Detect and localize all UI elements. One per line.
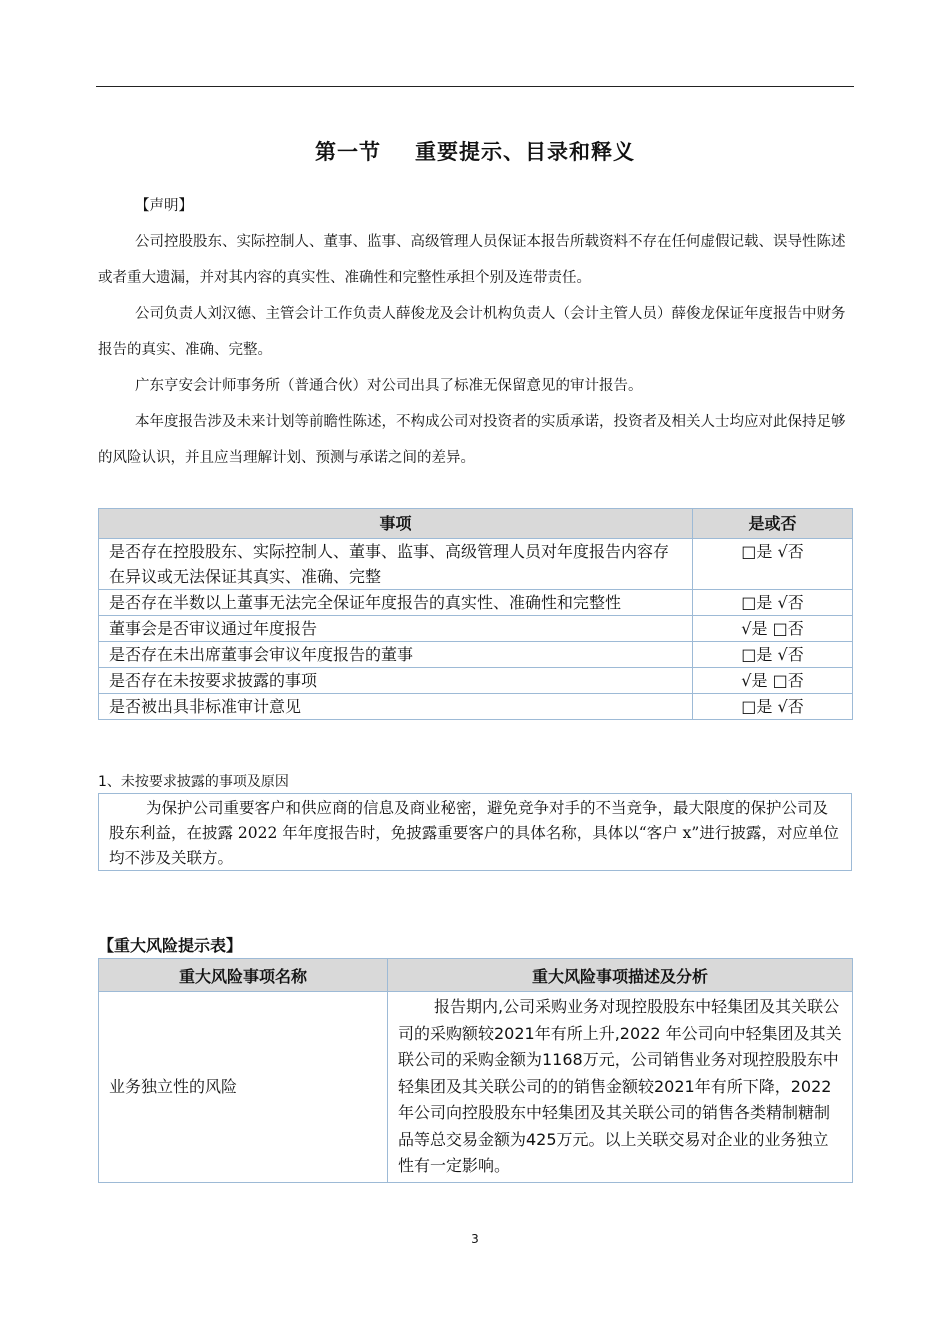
page-number: 3 xyxy=(471,1232,479,1246)
row-answer: □是 √否 xyxy=(693,590,853,616)
row-item: 是否存在控股股东、实际控制人、董事、监事、高级管理人员对年度报告内容存在异议或无法保证其真实、准确、完整 xyxy=(99,539,693,590)
row-answer: √是 □否 xyxy=(693,616,853,642)
header-risk-desc: 重大风险事项描述及分析 xyxy=(388,959,853,992)
check-table xyxy=(98,508,853,720)
paragraph-auditor: 广东亨安会计师事务所（普通合伙）对公司出具了标准无保留意见的审计报告。 xyxy=(135,378,643,394)
paragraph-forward-looking: 本年度报告涉及未来计划等前瞻性陈述，不构成公司对投资者的实质承诺，投资者及相关人士均应对此保持足够的风险认识，并且应当理解计划、预测与承诺之间的差异。 xyxy=(98,414,846,466)
header-risk-name: 重大风险事项名称 xyxy=(99,959,388,992)
header-answer: 是或否 xyxy=(693,509,853,539)
row-answer: □是 √否 xyxy=(693,642,853,668)
paragraph-guarantee: 公司控股股东、实际控制人、董事、监事、高级管理人员保证本报告所载资料不存在任何虚假记载、误导性陈述或者重大遗漏，并对其内容的真实性、准确性和完整性承担个别及连带责任。 xyxy=(98,234,846,286)
row-answer: □是 √否 xyxy=(693,539,853,590)
row-item: 董事会是否审议通过年度报告 xyxy=(99,616,693,642)
row-item: 是否被出具非标准审计意见 xyxy=(99,694,693,720)
table-row xyxy=(99,616,853,642)
risk-table-heading: 【重大风险提示表】 xyxy=(98,936,243,955)
table-row xyxy=(99,668,853,694)
statement-label: 【声明】 xyxy=(135,198,193,214)
header-item: 事项 xyxy=(99,509,693,539)
table-header-row xyxy=(99,959,853,992)
risk-desc: 报告期内,公司采购业务对现控股股东中轻集团及其关联公司的采购额较2021年有所上升,2022 年公司向中轻集团及其关联公司的采购金额为1168万元，公司销售业务对现控股股东中轻集团及其关联公司的的销售金额较2021年有所下降，2022年公司向控股股东中轻集团及其关联公司的销售各类精制糖制品等总交易金额为425万元。以上关联交易对企业的业务独立性有一定影响。 xyxy=(388,992,853,1183)
risk-name: 业务独立性的风险 xyxy=(99,992,388,1183)
table-row xyxy=(99,992,853,1183)
table-row xyxy=(99,539,853,590)
section-number: 第一节 xyxy=(315,140,381,164)
note-box: 为保护公司重要客户和供应商的信息及商业秘密，避免竞争对手的不当竞争，最大限度的保护公司及股东利益，在披露 2022 年年度报告时，免披露重要客户的具体名称，具体以“客户 x”进行披露，对应单位均不涉及关联方。 xyxy=(98,793,852,871)
section-name: 重要提示、目录和释义 xyxy=(415,140,635,164)
header-rule xyxy=(96,86,854,87)
table-row xyxy=(99,590,853,616)
paragraph-responsible: 公司负责人刘汉德、主管会计工作负责人薛俊龙及会计机构负责人（会计主管人员）薛俊龙保证年度报告中财务报告的真实、准确、完整。 xyxy=(98,306,846,358)
note-label: 1、未按要求披露的事项及原因 xyxy=(98,774,289,790)
row-answer: □是 √否 xyxy=(693,694,853,720)
row-item: 是否存在半数以上董事无法完全保证年度报告的真实性、准确性和完整性 xyxy=(99,590,693,616)
risk-table xyxy=(98,958,853,1183)
section-title xyxy=(0,136,950,166)
table-row xyxy=(99,642,853,668)
row-item: 是否存在未按要求披露的事项 xyxy=(99,668,693,694)
row-answer: √是 □否 xyxy=(693,668,853,694)
table-header-row xyxy=(99,509,853,539)
row-item: 是否存在未出席董事会审议年度报告的董事 xyxy=(99,642,693,668)
table-row xyxy=(99,694,853,720)
